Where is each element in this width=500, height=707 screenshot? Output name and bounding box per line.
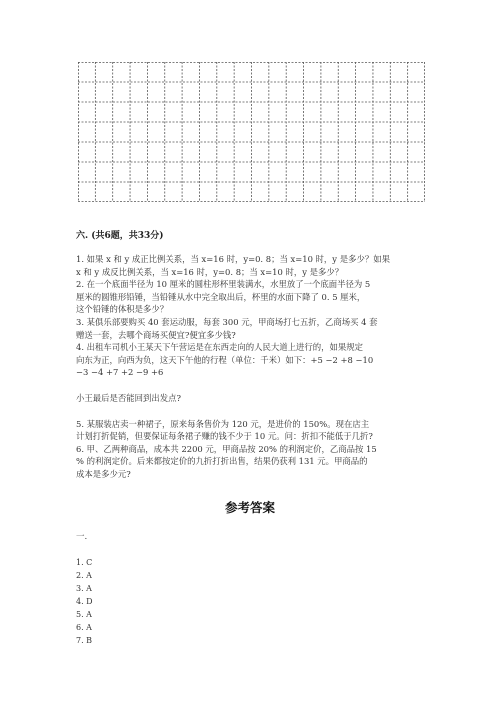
- question-4-ask: 小王最后是否能回到出发点?: [76, 392, 181, 403]
- question-5: [76, 418, 426, 443]
- question-line: 3. 某俱乐部要购买 40 套运动服，每套 300 元，甲商场打七五折，乙商场买 4 套: [76, 316, 378, 327]
- question-1: [76, 253, 426, 278]
- question-6: [76, 443, 426, 481]
- question-line: 计划打折促销，但要保证每条裙子赚的钱不少于 10 元。问：折扣不能低于几折?: [76, 431, 373, 442]
- spacer: [76, 405, 426, 418]
- answer-list: [76, 556, 93, 647]
- question-line: 1. 如果 x 和 y 成正比例关系，当 x=16 时，y=0. 8；当 x=10 时，y 是多少？如果: [76, 254, 390, 264]
- question-line: 5. 某服装店卖一种裙子，原来每条售价为 120 元，是进价的 150%。现在店主: [76, 418, 370, 429]
- question-line: 厘米的圆锥形铅锤，当铅锤从水中完全取出后，杯里的水面下降了 0. 5 厘米，: [76, 291, 366, 302]
- section-title: 六. (共6题，共33分): [76, 231, 164, 241]
- question-line: 2. 在一个底面半径为 10 厘米的圆柱形杯里装满水，水里放了一个底面半径为 5: [76, 279, 371, 290]
- question-line: % 的利润定价。后来都按定价的九折打折出售，结果仍获利 131 元。甲商品的: [76, 456, 368, 467]
- question-2: [76, 278, 426, 316]
- answer-part-label: 一.: [76, 532, 88, 542]
- question-line: 成本是多少元?: [76, 468, 131, 479]
- question-line: 4. 出租车司机小王某天下午营运是在东西走向的人民大道上进行的，如果规定: [76, 342, 364, 353]
- answer-title: 参考答案: [224, 500, 275, 515]
- question-line: 这个铅锤的体积是多少？: [76, 304, 169, 315]
- writing-grid: [78, 62, 425, 202]
- questions-block: [76, 253, 426, 481]
- answer-item: 4. D: [76, 597, 93, 606]
- question-3: [76, 316, 426, 341]
- answer-item: 7. B: [76, 636, 93, 645]
- question-line: 6. 甲、乙两种商品，成本共 2200 元，甲商品按 20% 的利润定价，乙商品按 15: [76, 443, 377, 454]
- answer-item: 3. A: [76, 584, 92, 593]
- answer-item: 6. A: [76, 623, 92, 632]
- answer-item: 5. A: [76, 610, 92, 619]
- question-line: 赠送一套，去哪个商场买便宜?便宜多少钱?: [76, 329, 236, 340]
- question-line: −3 −4 +7 +2 −9 +6: [76, 367, 164, 378]
- answer-item: 2. A: [76, 571, 92, 580]
- question-line: x 和 y 成反比例关系，当 x=16 时，y=0. 8；当 x=10 时，y 是多少？: [76, 266, 344, 277]
- question-line: 向东为正，向西为负，这天下午他的行程（单位：千米）如下：+5 −2 +8 −10: [76, 354, 374, 365]
- question-4: [76, 341, 426, 379]
- answer-item: 1. C: [76, 558, 93, 567]
- spacer: [76, 379, 426, 392]
